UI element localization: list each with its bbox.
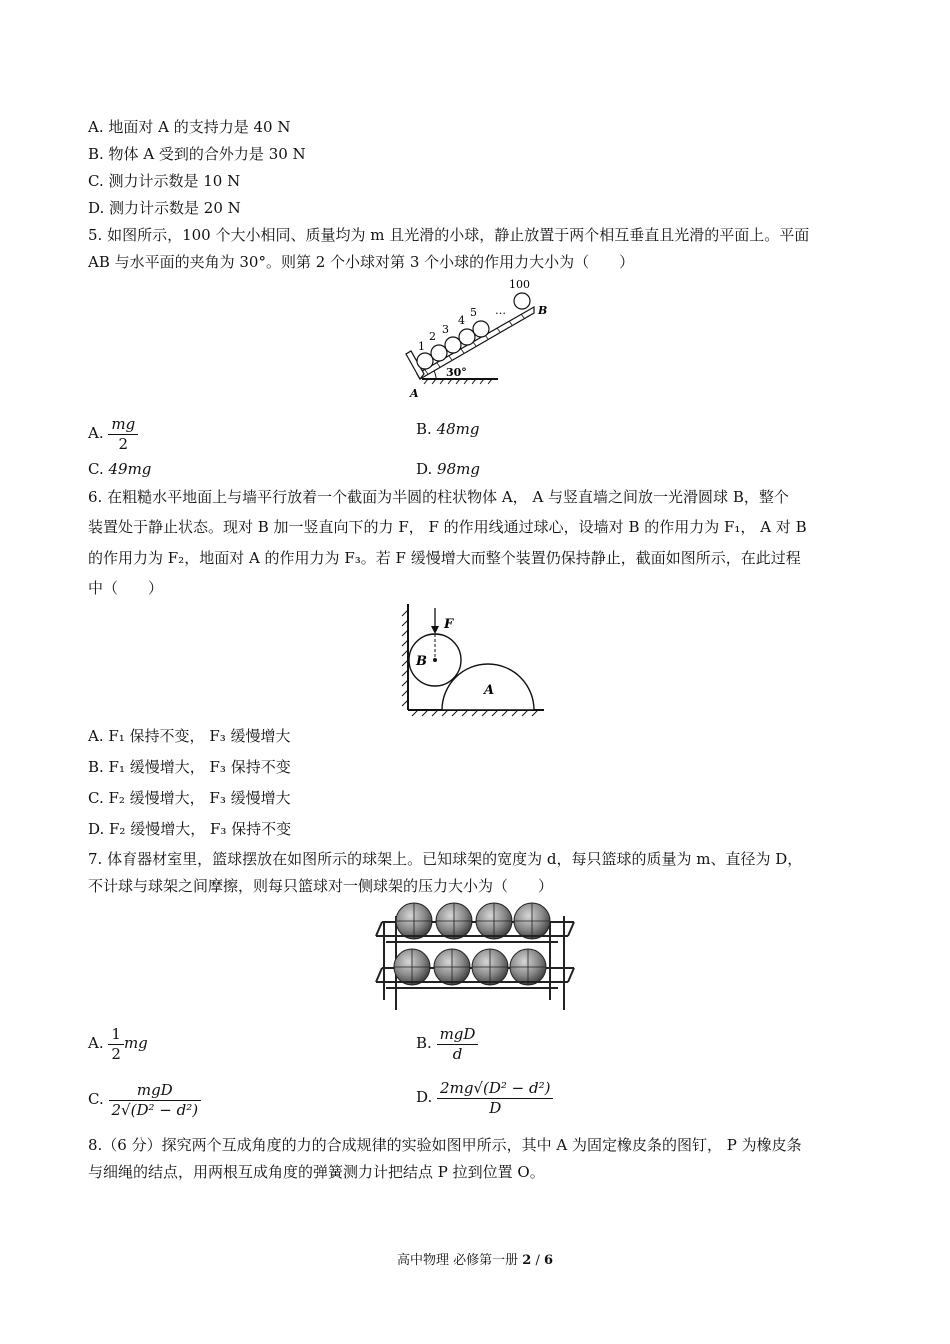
q5-ball-dots: … (495, 304, 506, 317)
q5-ball-label-5: 5 (470, 306, 477, 319)
q5-option-a-denominator: 2 (118, 434, 129, 453)
q7-option-c (88, 1080, 201, 1120)
q8-stem-line2: 与细绳的结点，用两根互成角度的弹簧测力计把结点 P 拉到位置 O。 (88, 1163, 545, 1181)
footer-page-total: 6 (543, 1253, 554, 1268)
q6-object-a-label: A (484, 683, 495, 698)
q7-option-a-fraction (108, 1025, 124, 1064)
q5-stem-line1: 5. 如图所示，100 个大小相同、质量均为 m 且光滑的小球，静止放置于两个相互垂直且光滑的平面上。平面 (88, 226, 810, 244)
q6-stem-line2: 装置处于静止状态。现对 B 加一竖直向下的力 F， F 的作用线通过球心，设墙对 B 的作用力为 F₁， A 对 B (88, 518, 807, 536)
q5-option-d (416, 459, 480, 479)
q8-stem-line1: 8.（6 分）探究两个互成角度的力的合成规律的实验如图甲所示，其中 A 为固定橡皮条的图钉， P 为橡皮条 (88, 1136, 802, 1154)
q5-option-a (88, 414, 138, 454)
q7-option-b-fraction (437, 1025, 479, 1064)
q6-figure-wall-balls (398, 602, 550, 718)
q5-ball-label-3: 3 (442, 323, 449, 336)
q7-option-d-denominator: D (489, 1098, 502, 1117)
q5-option-d-value: 98mg (437, 460, 480, 478)
q7-option-c-numerator: mgD (109, 1081, 202, 1101)
q5-option-a-fraction (108, 415, 138, 454)
q7-option-a-numerator: 1 (108, 1025, 124, 1045)
q6-stem-line3: 的作用力为 F₂，地面对 A 的作用力为 F₃。若 F 缓慢增大而整个装置仍保持静止，截面如图所示，在此过程 (88, 549, 801, 567)
q7-stem-line2: 不计球与球架之间摩擦，则每只篮球对一侧球架的压力大小为（ ） (88, 877, 554, 895)
q7-option-d-numerator: 2mg√(D² − d²) (437, 1079, 553, 1099)
q5-option-b-label: B. (416, 420, 432, 438)
footer-book-title: 高中物理 必修第一册 (396, 1253, 519, 1268)
q7-option-b (416, 1024, 478, 1064)
q4-option-b: B. 物体 A 受到的合外力是 30 N (88, 145, 306, 163)
q5-option-b (416, 419, 480, 439)
q5-ball-label-1: 1 (418, 340, 425, 353)
q6-option-b: B. F₁ 缓慢增大， F₃ 保持不变 (88, 758, 291, 776)
q7-option-b-denominator: d (452, 1044, 463, 1063)
q7-stem-line1: 7. 体育器材室里，篮球摆放在如图所示的球架上。已知球架的宽度为 d，每只篮球的质量为 m、直径为 D， (88, 850, 803, 868)
q5-figure-incline (398, 276, 558, 402)
q5-option-a-numerator: mg (108, 415, 138, 435)
q6-option-a: A. F₁ 保持不变， F₃ 缓慢增大 (88, 727, 291, 745)
page-footer (0, 1249, 950, 1268)
q7-option-b-numerator: mgD (437, 1025, 479, 1045)
q5-point-b-label: B (538, 304, 548, 317)
footer-page-number: 2 (522, 1253, 532, 1268)
q6-option-c: C. F₂ 缓慢增大， F₃ 缓慢增大 (88, 789, 291, 807)
q4-option-d: D. 测力计示数是 20 N (88, 199, 241, 217)
q7-option-a-tail: mg (123, 1034, 148, 1052)
q4-option-c: C. 测力计示数是 10 N (88, 172, 241, 190)
q7-option-b-label: B. (416, 1034, 432, 1052)
q5-option-c (88, 459, 151, 479)
q7-option-d (416, 1078, 553, 1118)
q7-figure-ball-rack (372, 900, 578, 1014)
q6-ball-b-label: B (416, 654, 427, 669)
q7-option-a-label: A. (88, 1034, 104, 1052)
q5-option-b-value: 48mg (436, 420, 480, 438)
q7-option-c-fraction (109, 1081, 202, 1120)
q5-ball-label-2: 2 (429, 330, 436, 343)
q6-stem-line4: 中（ ） (88, 579, 164, 597)
q5-point-a-label: A (410, 387, 419, 400)
q6-stem-line1: 6. 在粗糙水平地面上与墙平行放着一个截面为半圆的柱状物体 A， A 与竖直墙之间放一光滑圆球 B，整个 (88, 488, 789, 506)
q5-ball-label-4: 4 (458, 314, 465, 327)
q5-option-c-value: 49mg (108, 460, 152, 478)
q5-angle-label: 30° (446, 366, 467, 379)
q7-option-d-label: D. (416, 1088, 433, 1106)
q5-ball-label-100: 100 (509, 278, 530, 291)
q6-option-d: D. F₂ 缓慢增大， F₃ 保持不变 (88, 820, 292, 838)
q7-option-a-denominator: 2 (111, 1044, 121, 1063)
q5-option-a-label: A. (88, 424, 104, 442)
q7-option-c-label: C. (88, 1090, 104, 1108)
q5-stem-line2: AB 与水平面的夹角为 30°。则第 2 个小球对第 3 个小球的作用力大小为（ ） (88, 253, 635, 271)
q5-option-d-label: D. (416, 460, 433, 478)
q7-option-d-fraction (437, 1079, 553, 1118)
q6-force-f-label: F (444, 617, 454, 632)
q7-option-c-denominator: 2√(D² − d²) (111, 1100, 199, 1119)
q4-option-a: A. 地面对 A 的支持力是 40 N (88, 118, 291, 136)
footer-separator: / (535, 1253, 540, 1268)
q5-option-c-label: C. (88, 460, 104, 478)
q7-option-a (88, 1024, 148, 1064)
